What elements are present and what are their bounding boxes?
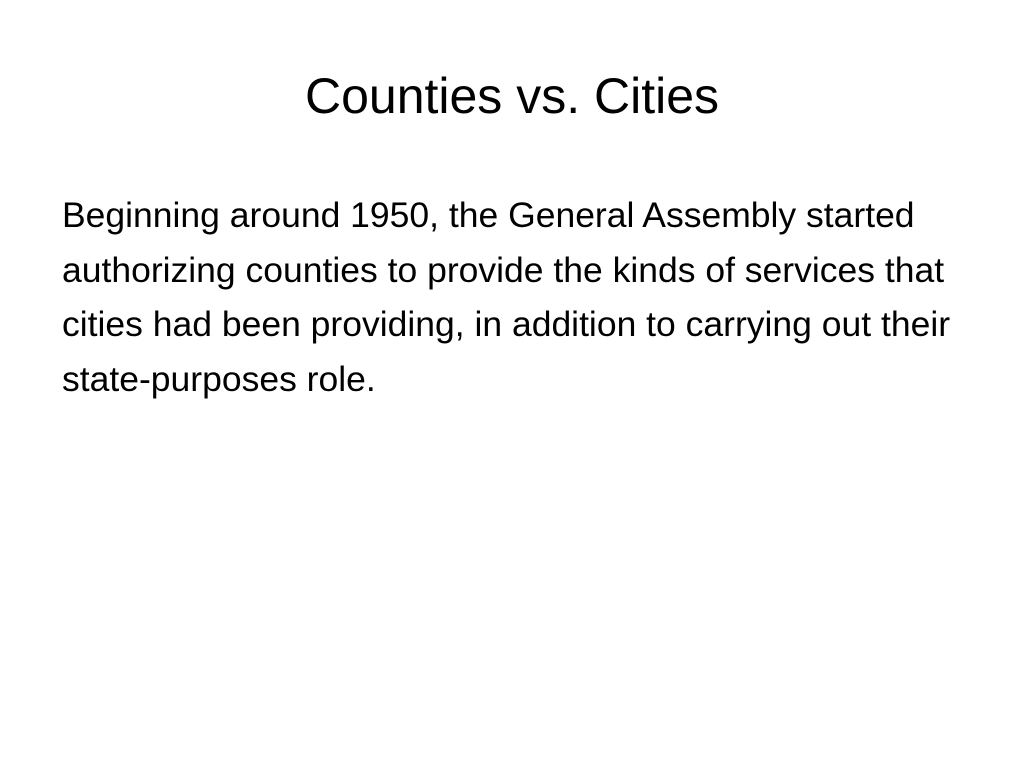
slide-body-text: Beginning around 1950, the General Assembly started authorizing counties to provide the kinds of services that cities had been providing, in addition to carrying out their state-purposes role. <box>62 195 951 399</box>
slide-title: Counties vs. Cities <box>304 68 720 124</box>
